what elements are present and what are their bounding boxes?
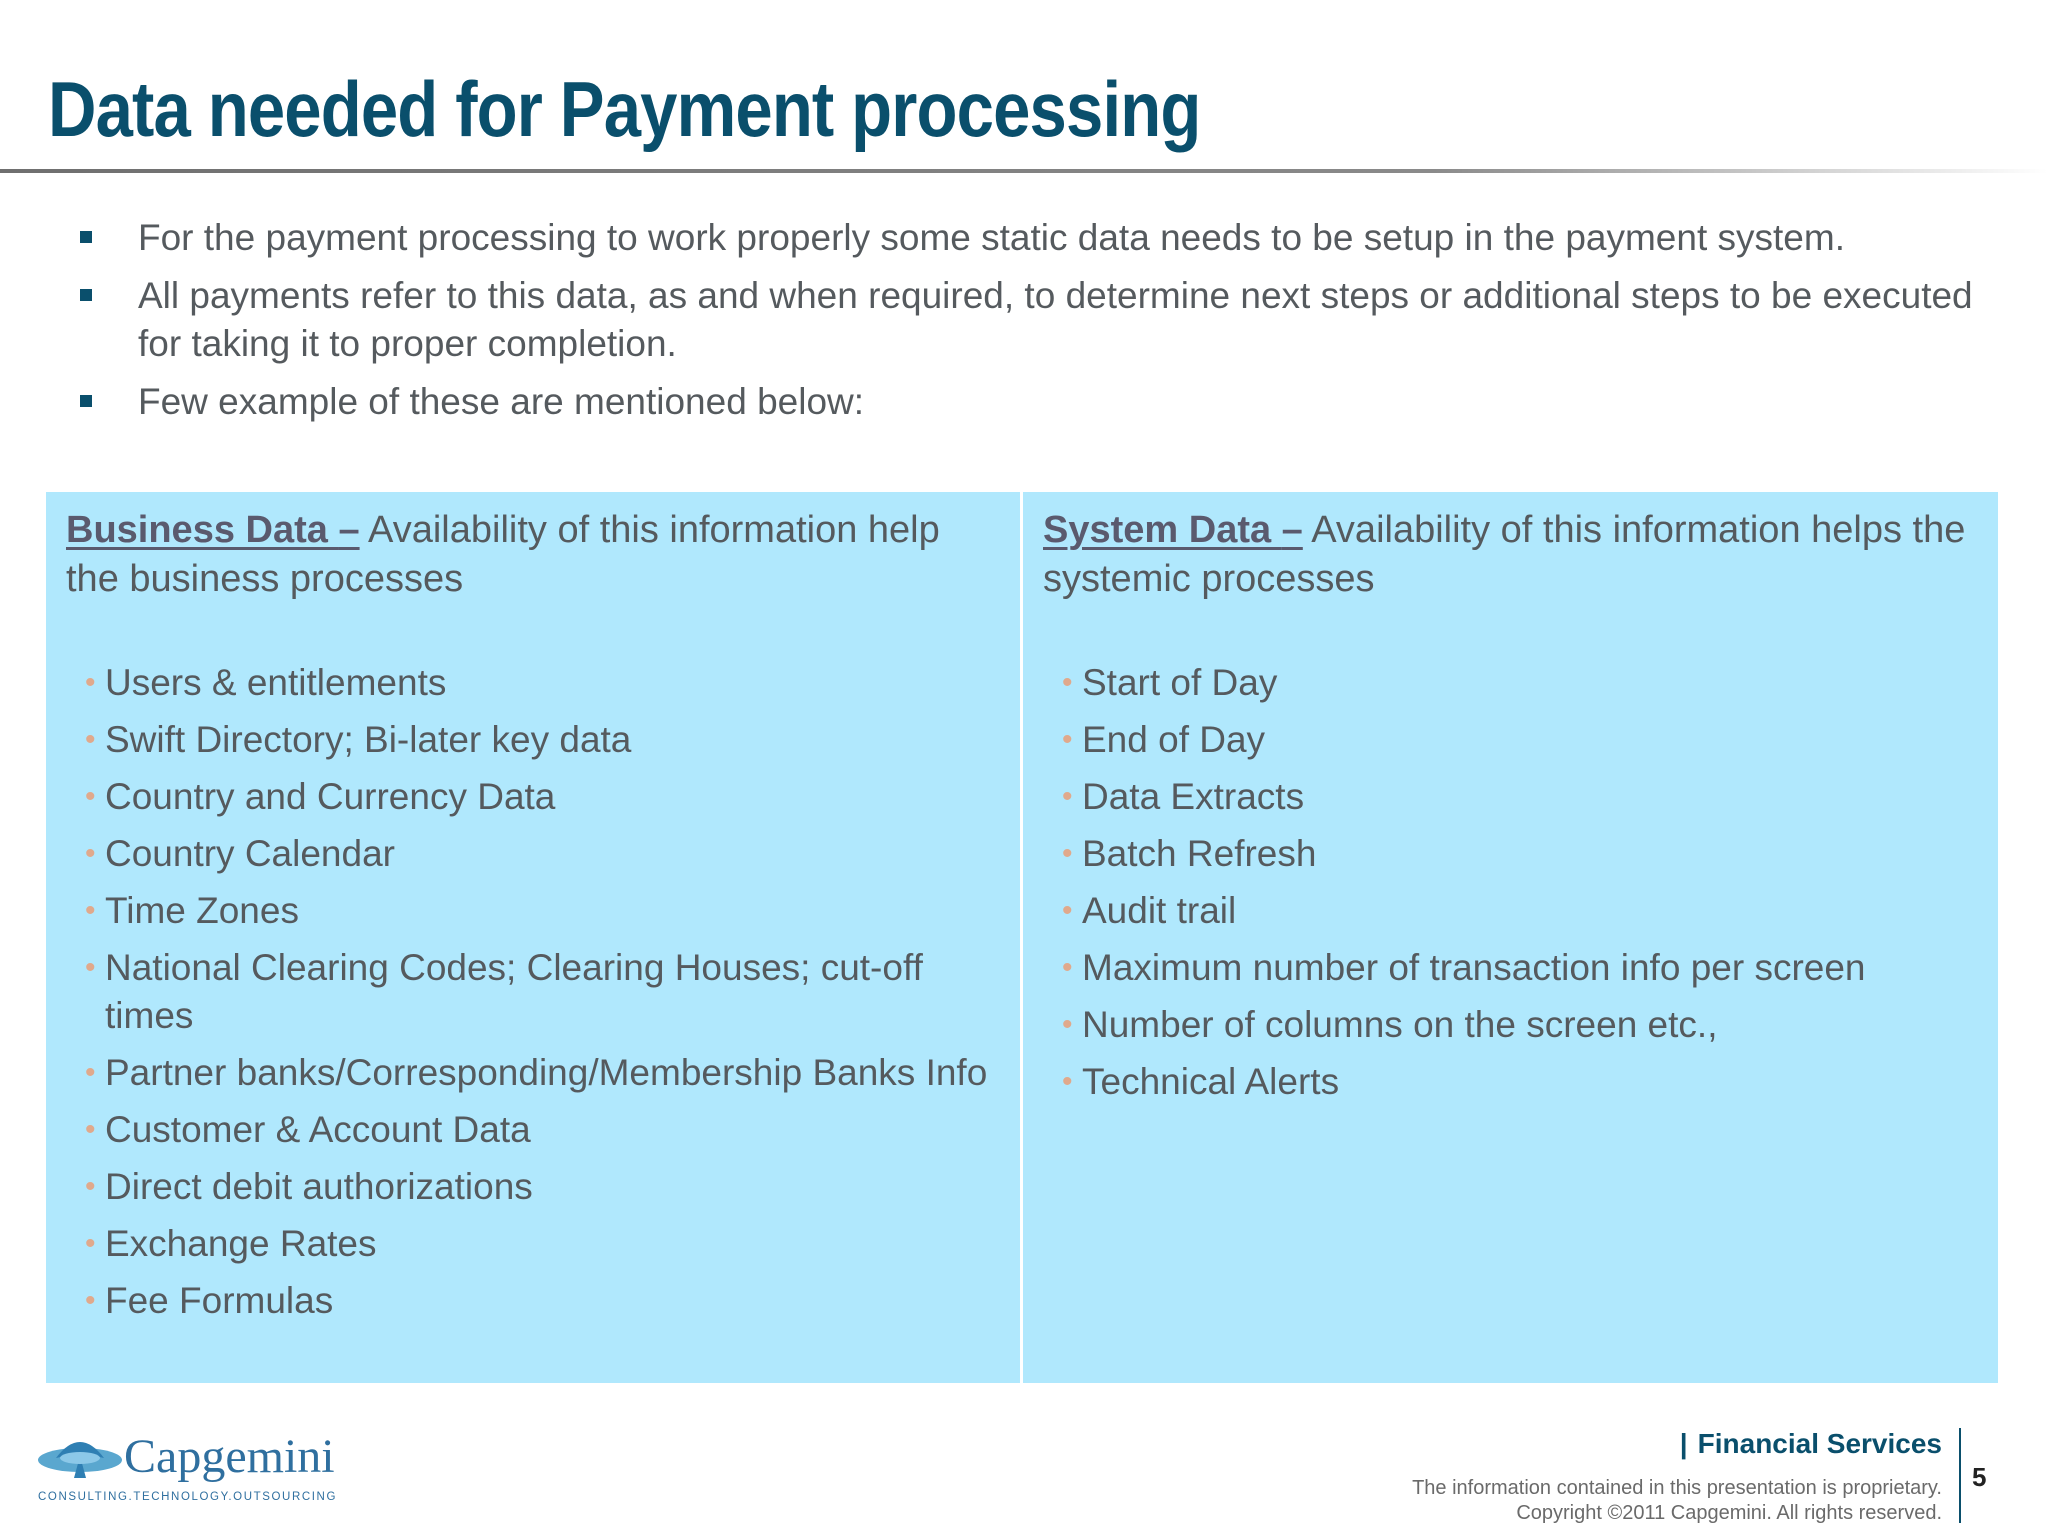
list-item-text: Direct debit authorizations <box>105 1166 533 1207</box>
intro-bullet <box>80 214 1980 262</box>
list-item-text: End of Day <box>1082 719 1266 760</box>
proprietary-notice <box>1412 1476 1942 1526</box>
list-item-text: National Clearing Codes; Clearing Houses; cut-off times <box>105 947 923 1036</box>
logo-wordmark: Capgemini <box>124 1430 335 1483</box>
list-item-text: Country and Currency Data <box>105 776 556 817</box>
bullet-dot-icon: • <box>1062 1008 1073 1041</box>
list-item-text: Number of columns on the screen etc., <box>1082 1004 1718 1045</box>
title-divider <box>0 169 2048 173</box>
list-item-text: Fee Formulas <box>105 1280 334 1321</box>
intro-bullet-text: For the payment processing to work properly some static data needs to be setup in the payment system. <box>138 217 1845 258</box>
bullet-dot-icon: • <box>1062 951 1073 984</box>
square-bullet-icon <box>80 231 92 243</box>
business-data-panel <box>46 492 1020 1383</box>
system-data-list <box>1043 659 1978 1106</box>
system-data-dash: – <box>1281 509 1303 551</box>
bullet-dot-icon: • <box>1062 666 1073 699</box>
system-data-title-text: System Data <box>1043 509 1282 551</box>
square-bullet-icon <box>80 395 92 407</box>
list-item-text: Customer & Account Data <box>105 1109 531 1150</box>
intro-bullet-text: All payments refer to this data, as and when required, to determine next steps or additional steps to be executed for taking it to proper completion. <box>138 275 1973 364</box>
footer-divider <box>1959 1428 1961 1523</box>
system-data-heading <box>1043 506 1978 604</box>
list-item-text: Country Calendar <box>105 833 395 874</box>
list-item-text: Audit trail <box>1082 890 1237 931</box>
slide-title: Data needed for Payment processing <box>48 65 1201 153</box>
list-item <box>66 1106 1000 1154</box>
list-item <box>66 659 1000 707</box>
list-item <box>1043 773 1978 821</box>
list-item-text: Data Extracts <box>1082 776 1305 817</box>
list-item <box>66 887 1000 935</box>
system-data-description: Availability of this information helps the systemic processes <box>1043 509 1966 600</box>
bullet-dot-icon: • <box>85 1227 96 1260</box>
square-bullet-icon <box>80 289 92 301</box>
intro-bullet <box>80 378 1980 426</box>
intro-bullet-list <box>80 214 1980 436</box>
list-item <box>66 1220 1000 1268</box>
business-data-dash: – <box>338 509 360 551</box>
list-item <box>66 830 1000 878</box>
division-label <box>1680 1428 1942 1460</box>
bullet-dot-icon: • <box>85 666 96 699</box>
list-item <box>66 1049 1000 1097</box>
business-data-list <box>66 659 1000 1325</box>
list-item <box>1043 716 1978 764</box>
list-item <box>1043 887 1978 935</box>
page-number: 5 <box>1972 1462 1987 1492</box>
spade-icon <box>38 1442 122 1478</box>
division-name: Financial Services <box>1697 1428 1942 1459</box>
bullet-dot-icon: • <box>85 1170 96 1203</box>
bullet-dot-icon: • <box>85 837 96 870</box>
list-item-text: Time Zones <box>105 890 299 931</box>
list-item-text: Technical Alerts <box>1082 1061 1340 1102</box>
bullet-dot-icon: • <box>85 780 96 813</box>
bullet-dot-icon: • <box>1062 1065 1073 1098</box>
list-item <box>1043 1058 1978 1106</box>
division-separator: | <box>1679 1428 1688 1459</box>
list-item-text: Exchange Rates <box>105 1223 377 1264</box>
list-item <box>1043 659 1978 707</box>
logo-tagline: CONSULTING.TECHNOLOGY.OUTSOURCING <box>38 1491 338 1503</box>
intro-bullet-text: Few example of these are mentioned below: <box>138 381 865 422</box>
list-item <box>66 944 1000 1040</box>
list-item <box>1043 944 1978 992</box>
bullet-dot-icon: • <box>85 723 96 756</box>
list-item-text: Start of Day <box>1082 662 1278 703</box>
proprietary-line: The information contained in this presentation is proprietary. <box>1412 1477 1942 1499</box>
system-data-title <box>1043 509 1303 551</box>
list-item-text: Maximum number of transaction info per screen <box>1082 947 1866 988</box>
list-item <box>1043 1001 1978 1049</box>
bullet-dot-icon: • <box>85 894 96 927</box>
bullet-dot-icon: • <box>1062 894 1073 927</box>
business-data-title <box>66 509 360 551</box>
business-data-description: Availability of this information help the business processes <box>66 509 940 600</box>
business-data-heading <box>66 506 1000 604</box>
list-item <box>1043 830 1978 878</box>
bullet-dot-icon: • <box>85 951 96 984</box>
bullet-dot-icon: • <box>85 1113 96 1146</box>
bullet-dot-icon: • <box>1062 723 1073 756</box>
bullet-dot-icon: • <box>85 1284 96 1317</box>
list-item-text: Swift Directory; Bi-later key data <box>105 719 632 760</box>
list-item <box>66 1277 1000 1325</box>
list-item-text: Users & entitlements <box>105 662 447 703</box>
list-item-text: Batch Refresh <box>1082 833 1317 874</box>
intro-bullet <box>80 272 1980 368</box>
list-item <box>66 716 1000 764</box>
copyright-line: Copyright ©2011 Capgemini. All rights reserved. <box>1516 1502 1942 1524</box>
system-data-panel <box>1023 492 1998 1383</box>
list-item-text: Partner banks/Corresponding/Membership Banks Info <box>105 1052 988 1093</box>
list-item <box>66 773 1000 821</box>
list-item <box>66 1163 1000 1211</box>
bullet-dot-icon: • <box>85 1056 96 1089</box>
bullet-dot-icon: • <box>1062 780 1073 813</box>
business-data-title-text: Business Data <box>66 509 339 551</box>
capgemini-logo <box>36 1422 366 1506</box>
bullet-dot-icon: • <box>1062 837 1073 870</box>
